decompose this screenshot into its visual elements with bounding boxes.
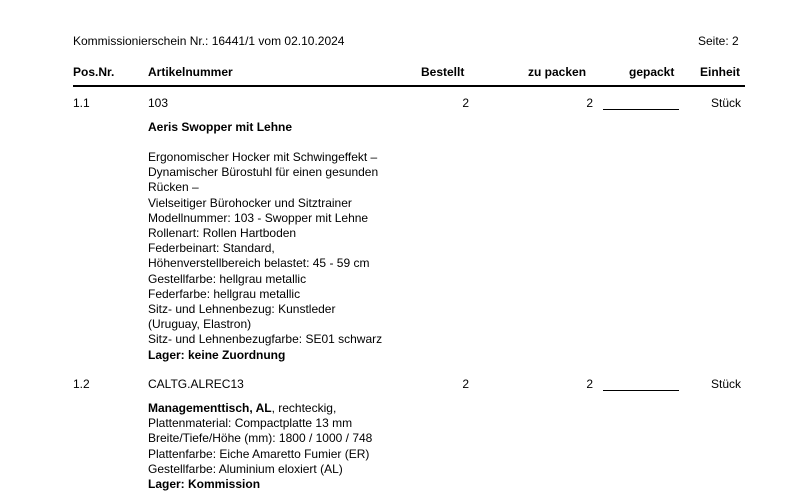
header-rule (73, 85, 745, 87)
description-line: Plattenfarbe: Eiche Amaretto Fumier (ER) (148, 446, 370, 461)
col-header-unit: Einheit (700, 65, 741, 79)
item-name: Managementtisch, AL (148, 401, 272, 415)
item-unit: Stück (711, 96, 742, 110)
description-line: Plattenmaterial: Compactplatte 13 mm (148, 416, 353, 431)
document-title: Kommissionierschein Nr.: 16441/1 vom 02.10.2024 (73, 34, 345, 48)
item-ordered: 2 (462, 377, 469, 391)
item-pos: 1.2 (73, 377, 90, 391)
col-header-to-pack: zu packen (528, 65, 587, 79)
item-to-pack: 2 (586, 377, 593, 391)
page-number: Seite: 2 (698, 34, 739, 48)
description-line: Vielseitiger Bürohocker und Sitztrainer (148, 195, 352, 210)
item-pos: 1.1 (73, 96, 90, 110)
description-line: Rollenart: Rollen Hartboden (148, 226, 297, 241)
description-line: Breite/Tiefe/Höhe (mm): 1800 / 1000 / 748 (148, 431, 373, 446)
description-line: Dynamischer Bürostuhl für einen gesunden (148, 165, 379, 180)
packed-entry-line[interactable] (603, 390, 679, 391)
description-line: (Uruguay, Elastron) (148, 317, 252, 332)
item-ordered: 2 (462, 96, 469, 110)
col-header-ordered: Bestellt (421, 65, 465, 79)
item-name: Aeris Swopper mit Lehne (148, 120, 293, 134)
description-line: Modellnummer: 103 - Swopper mit Lehne (148, 210, 369, 225)
item-description (148, 401, 372, 492)
item-to-pack: 2 (586, 96, 593, 110)
col-header-pos: Pos.Nr. (73, 65, 115, 79)
description-line: Federfarbe: hellgrau metallic (148, 286, 301, 301)
storage-location: Lager: Kommission (148, 477, 261, 492)
item-description (148, 150, 382, 363)
item-article-number: CALTG.ALREC13 (148, 377, 244, 391)
description-line: Gestellfarbe: hellgrau metallic (148, 271, 307, 286)
description-line: Rücken – (148, 180, 199, 195)
description-line: Höhenverstellbereich belastet: 45 - 59 cm (148, 256, 370, 271)
packed-entry-line[interactable] (603, 109, 679, 110)
item-unit: Stück (711, 377, 742, 391)
col-header-packed: gepackt (629, 65, 675, 79)
storage-location: Lager: keine Zuordnung (148, 347, 286, 362)
description-line: Sitz- und Lehnenbezug: Kunstleder (148, 302, 336, 317)
description-line: Sitz- und Lehnenbezugfarbe: SE01 schwarz (148, 332, 383, 347)
description-line: Federbeinart: Standard, (148, 241, 275, 256)
col-header-article: Artikelnummer (148, 65, 233, 79)
description-line: Gestellfarbe: Aluminium eloxiert (AL) (148, 461, 343, 476)
description-line: Ergonomischer Hocker mit Schwingeffekt – (148, 150, 378, 164)
item-article-number: 103 (148, 96, 169, 110)
item-name-line (148, 401, 372, 416)
item-name-suffix: , rechteckig, (271, 401, 337, 415)
